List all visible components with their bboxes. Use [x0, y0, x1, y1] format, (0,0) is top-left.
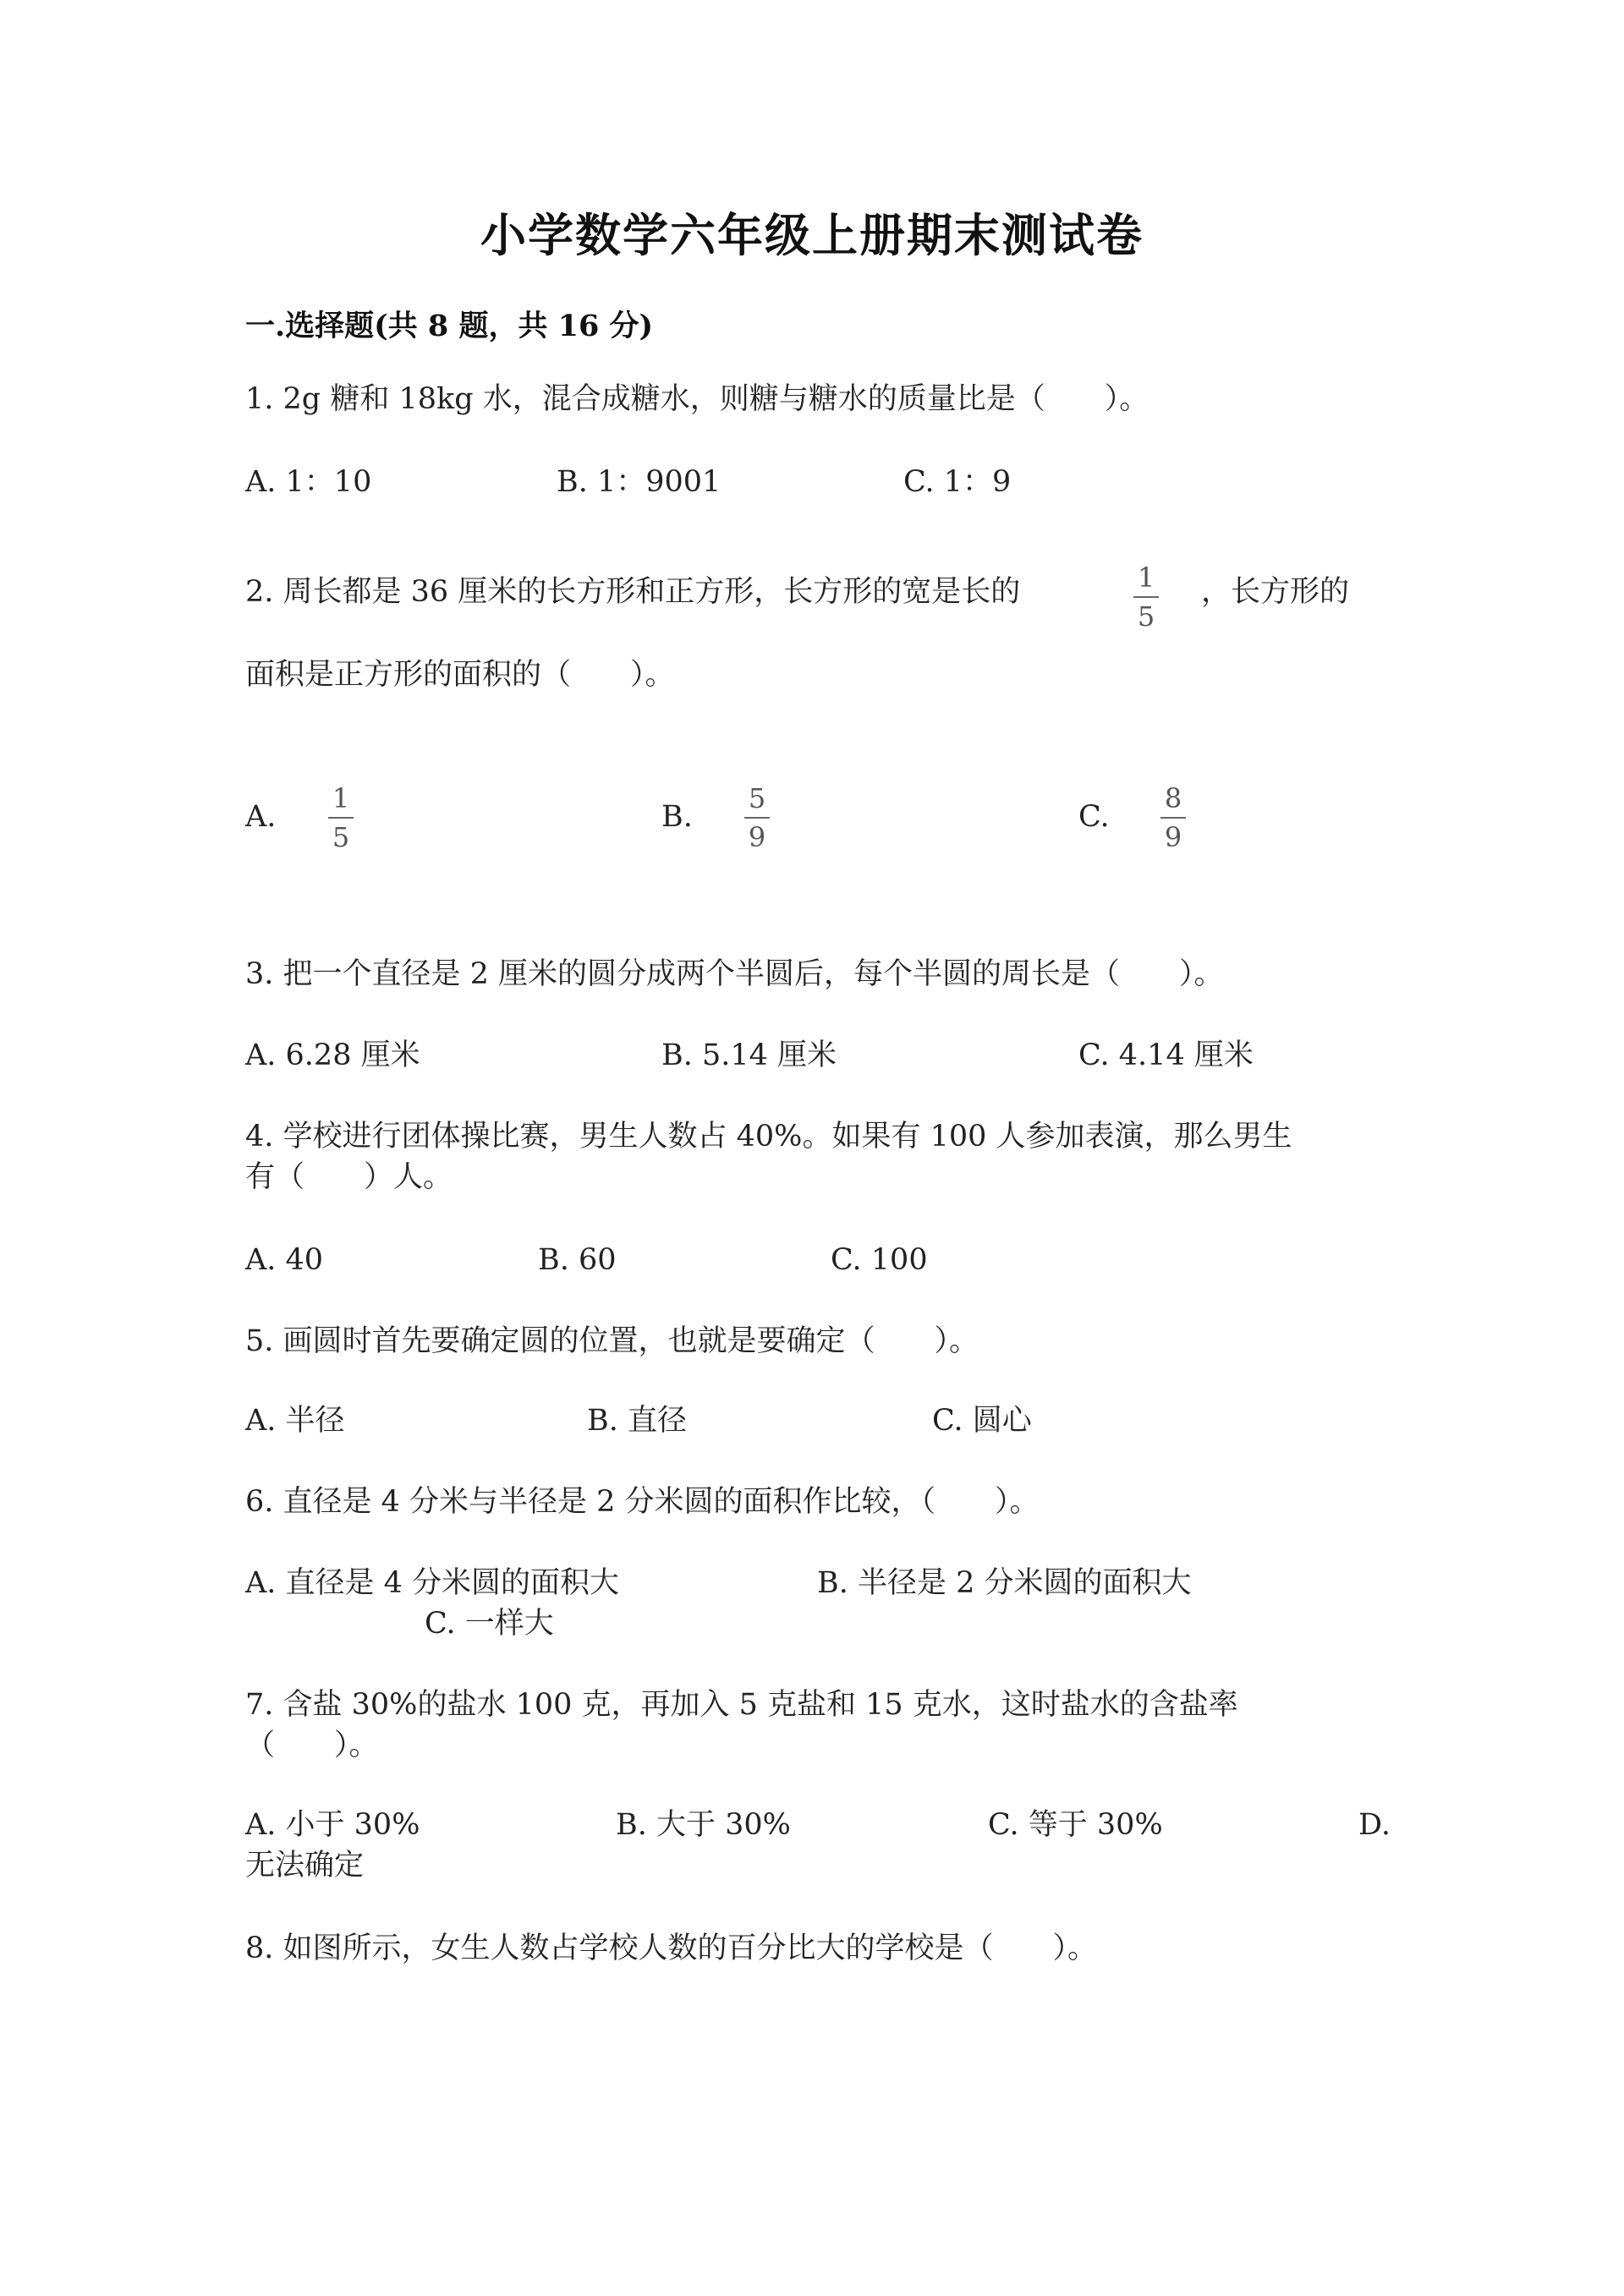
fraction-denominator: 5 [332, 821, 350, 853]
question-5-option-b: B. 直径 [587, 1404, 687, 1438]
question-7-option-b: B. 大于 30% [616, 1808, 791, 1842]
question-2-stem-line2: 面积是正方形的面积的（ ）。 [245, 658, 675, 692]
question-2-option-b-fraction [744, 782, 770, 853]
fraction-denominator: 9 [1164, 821, 1182, 853]
question-5-stem: 5. 画圆时首先要确定圆的位置，也就是要确定（ ）。 [245, 1324, 979, 1358]
question-6-stem: 6. 直径是 4 分米与半径是 2 分米圆的面积作比较，（ ）。 [245, 1485, 1040, 1519]
section-heading: 一.选择题(共 8 题，共 16 分) [245, 309, 654, 343]
fraction-denominator: 9 [748, 821, 766, 853]
fraction-bar [744, 817, 770, 819]
question-2-stem-part2: ，长方形的 [1201, 575, 1350, 609]
question-1-stem: 1. 2g 糖和 18kg 水，混合成糖水，则糖与糖水的质量比是（ ）。 [245, 382, 1149, 416]
question-3-stem: 3. 把一个直径是 2 厘米的圆分成两个半圆后，每个半圆的周长是（ ）。 [245, 957, 1224, 991]
fraction-numerator: 1 [332, 782, 350, 814]
question-2-option-a-fraction [328, 782, 354, 853]
question-7-option-c: C. 等于 30% [988, 1808, 1163, 1842]
question-8-stem: 8. 如图所示，女生人数占学校人数的百分比大的学校是（ ）。 [245, 1932, 1098, 1965]
question-2-stem-part1: 2. 周长都是 36 厘米的长方形和正方形，长方形的宽是长的 [245, 575, 1021, 609]
question-7-option-a: A. 小于 30% [245, 1808, 420, 1842]
question-2-option-c-label: C. [1078, 800, 1110, 834]
question-7-stem-line1: 7. 含盐 30%的盐水 100 克，再加入 5 克盐和 15 克水，这时盐水的含盐率 [245, 1688, 1238, 1722]
question-4-stem-line1: 4. 学校进行团体操比赛，男生人数占 40%。如果有 100 人参加表演，那么男生 [245, 1120, 1292, 1153]
page-title: 小学数学六年级上册期末测试卷 [480, 208, 1144, 262]
question-3-option-a: A. 6.28 厘米 [245, 1038, 420, 1072]
question-2-option-b-label: B. [661, 800, 693, 834]
fraction-bar [328, 817, 354, 819]
question-3-option-b: B. 5.14 厘米 [661, 1038, 837, 1072]
fraction-bar [1133, 596, 1159, 598]
question-4-option-b: B. 60 [538, 1243, 617, 1277]
question-7-option-d-text: 无法确定 [245, 1849, 365, 1882]
question-6-option-b: B. 半径是 2 分米圆的面积大 [817, 1566, 1192, 1600]
question-4-option-a: A. 40 [245, 1243, 324, 1277]
question-5-option-c: C. 圆心 [932, 1404, 1032, 1438]
question-7-option-d-label: D. [1358, 1808, 1391, 1842]
question-3-option-c: C. 4.14 厘米 [1078, 1038, 1254, 1072]
question-2-option-a-label: A. [245, 800, 277, 834]
question-6-option-a: A. 直径是 4 分米圆的面积大 [245, 1566, 620, 1600]
question-4-option-c: C. 100 [831, 1243, 928, 1277]
question-1-option-c: C. 1：9 [903, 465, 1012, 499]
question-4-stem-line2: 有（ ）人。 [245, 1160, 453, 1194]
fraction-numerator: 8 [1164, 782, 1182, 814]
fraction-numerator: 5 [748, 782, 766, 814]
question-1-option-a: A. 1：10 [245, 465, 372, 499]
fraction-bar [1160, 817, 1186, 819]
fraction-numerator: 1 [1137, 562, 1155, 594]
question-7-stem-line2: （ ）。 [245, 1729, 379, 1762]
question-5-option-a: A. 半径 [245, 1404, 345, 1438]
question-6-option-c: C. 一样大 [425, 1607, 554, 1641]
question-1-option-b: B. 1：9001 [557, 465, 721, 499]
question-2-option-c-fraction [1160, 782, 1186, 853]
fraction-denominator: 5 [1137, 600, 1155, 633]
question-2-stem-fraction [1133, 562, 1159, 633]
